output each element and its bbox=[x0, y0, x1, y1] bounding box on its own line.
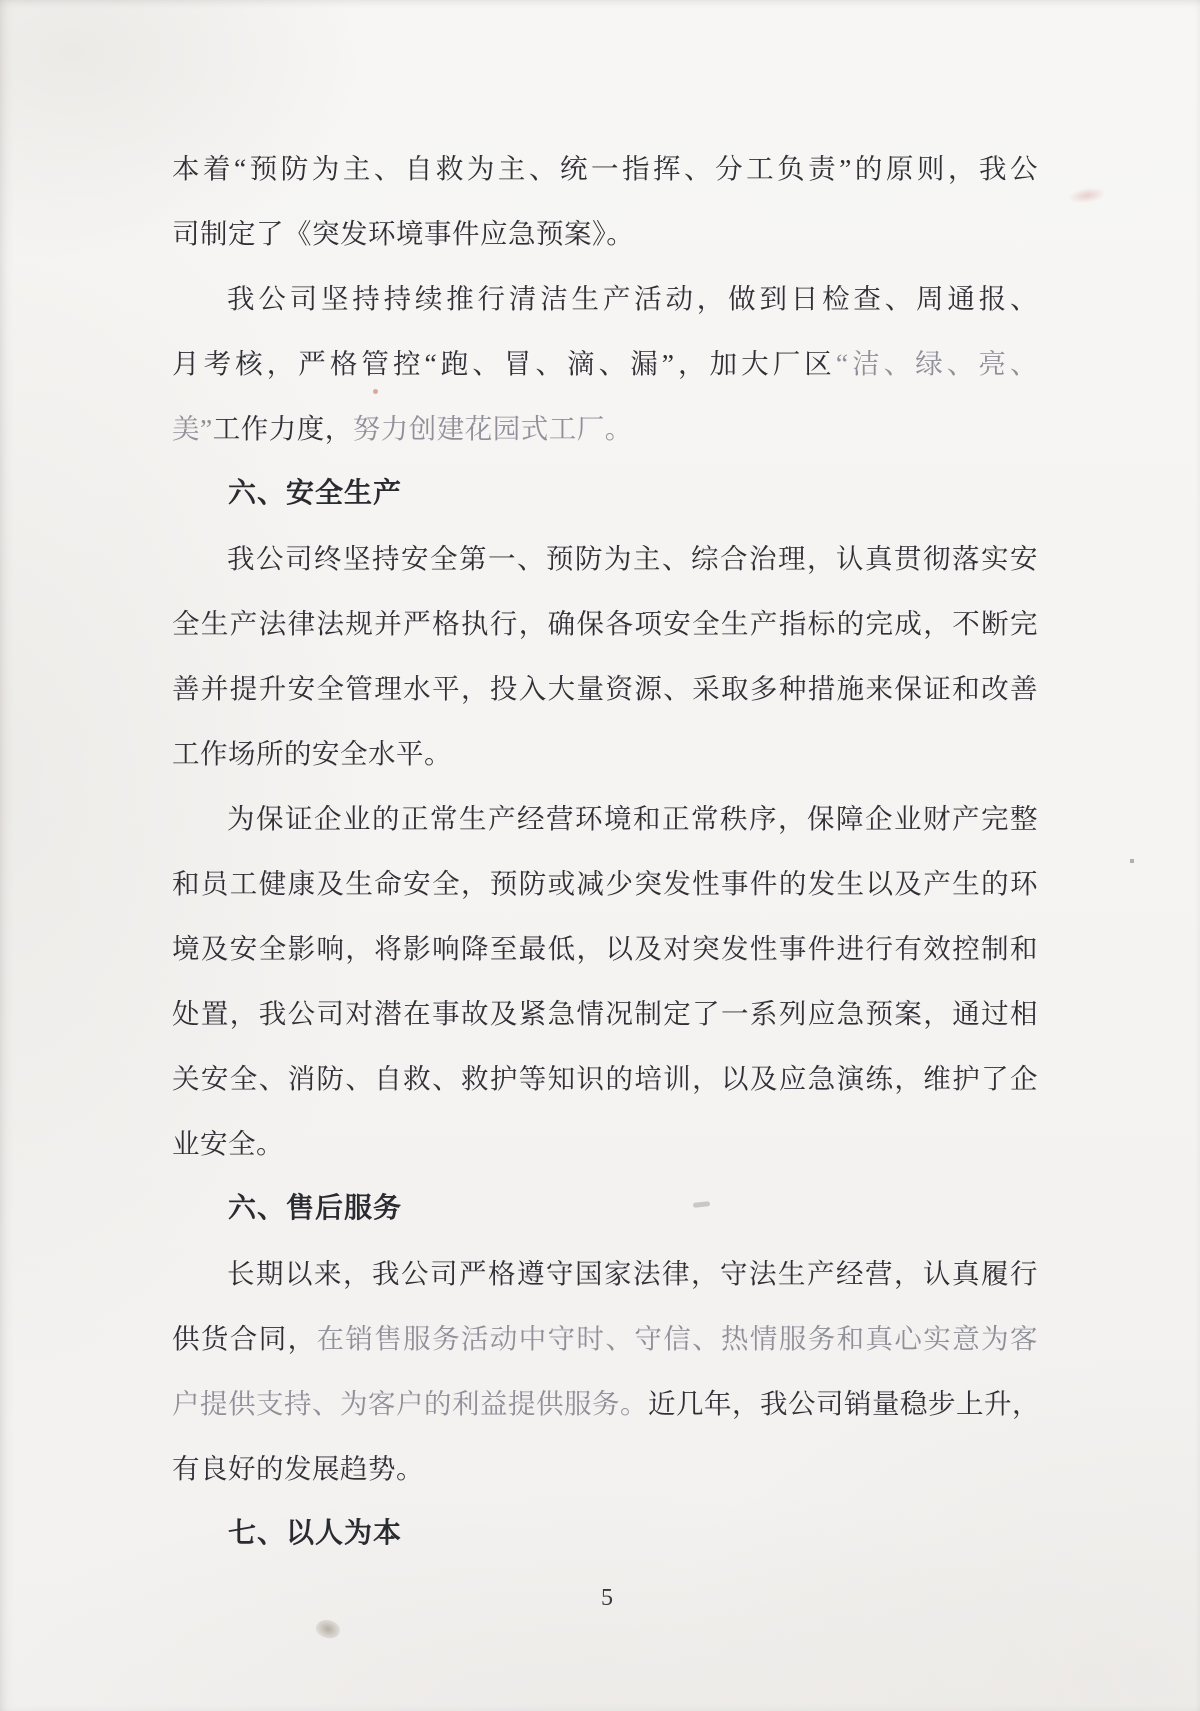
text-column bbox=[172, 136, 1038, 1566]
text-segment: 关安全、消防、自救、救护等知识的培训，以及应急演练，维护了企 bbox=[172, 1063, 1038, 1094]
text-segment: 近几年，我公司销量稳步上升， bbox=[648, 1388, 1040, 1419]
scan-smudge-pink bbox=[1067, 185, 1107, 205]
scan-smudge-brown bbox=[314, 1616, 343, 1641]
text-line bbox=[172, 1306, 1038, 1371]
text-line bbox=[172, 201, 1038, 266]
text-line bbox=[172, 1046, 1038, 1111]
text-segment: 善并提升安全管理水平，投入大量资源、采取多种措施来保证和改善 bbox=[172, 673, 1038, 704]
text-segment: 我公司坚持持续推行清洁生产活动，做到日检查、周通报、 bbox=[227, 283, 1038, 314]
text-segment: 和员工健康及生命安全，预防或减少突发性事件的发生以及产生的环 bbox=[172, 868, 1038, 899]
section-heading: 七、以人为本 bbox=[228, 1518, 403, 1549]
text-segment: 业安全。 bbox=[172, 1128, 284, 1159]
text-segment: 供货合同， bbox=[172, 1323, 317, 1354]
section-heading: 六、安全生产 bbox=[228, 478, 403, 509]
text-segment: 有良好的发展趋势。 bbox=[172, 1453, 424, 1484]
text-line bbox=[172, 1111, 1038, 1176]
scan-speck-gray bbox=[1130, 859, 1134, 863]
text-segment: 我公司终坚持安全第一、预防为主、综合治理，认真贯彻落实安 bbox=[227, 543, 1038, 574]
text-segment: 长期以来，我公司严格遵守国家法律，守法生产经营，认真履行 bbox=[227, 1258, 1038, 1289]
text-segment: 月考核，严格管控“跑、冒、滴、漏”，加大厂区 bbox=[172, 348, 836, 379]
text-segment: 美” bbox=[172, 413, 213, 444]
text-segment: 司制定了《突发环境事件应急预案》。 bbox=[172, 218, 635, 249]
text-segment: 全生产法律法规并严格执行，确保各项安全生产指标的完成，不断完 bbox=[172, 608, 1038, 639]
text-segment: 户提供支持、为客户的利益提供服务。 bbox=[172, 1388, 648, 1419]
text-line bbox=[172, 981, 1038, 1046]
text-line bbox=[172, 1371, 1038, 1436]
text-line bbox=[172, 721, 1038, 786]
text-line bbox=[172, 591, 1038, 656]
text-segment: “洁、绿、亮、 bbox=[835, 348, 1038, 379]
text-line bbox=[172, 851, 1038, 916]
text-line bbox=[172, 786, 1038, 851]
text-line bbox=[172, 331, 1038, 396]
page-number: 5 bbox=[601, 1585, 613, 1611]
text-segment: 处置，我公司对潜在事故及紧急情况制定了一系列应急预案，通过相 bbox=[172, 998, 1038, 1029]
text-line bbox=[172, 1436, 1038, 1501]
text-segment: 在销售服务活动中守时、守信、热情服务和真心实意为客 bbox=[316, 1323, 1038, 1354]
text-segment: 工作场所的安全水平。 bbox=[172, 738, 452, 769]
text-line bbox=[172, 656, 1038, 721]
text-segment: 努力创建花园式工厂。 bbox=[352, 413, 633, 444]
text-line bbox=[172, 916, 1038, 981]
text-segment: 工作力度， bbox=[212, 413, 353, 444]
text-line bbox=[172, 266, 1038, 331]
text-line bbox=[172, 526, 1038, 591]
text-segment: 为保证企业的正常生产经营环境和正常秩序，保障企业财产完整 bbox=[227, 803, 1038, 834]
text-segment: 本着“预防为主、自救为主、统一指挥、分工负责”的原则，我公 bbox=[172, 153, 1038, 184]
section-heading: 六、售后服务 bbox=[228, 1193, 403, 1224]
text-segment: 境及安全影响，将影响降至最低，以及对突发性事件进行有效控制和 bbox=[172, 933, 1038, 964]
text-line bbox=[172, 396, 1038, 461]
text-line bbox=[172, 1241, 1038, 1306]
text-line bbox=[172, 136, 1038, 201]
